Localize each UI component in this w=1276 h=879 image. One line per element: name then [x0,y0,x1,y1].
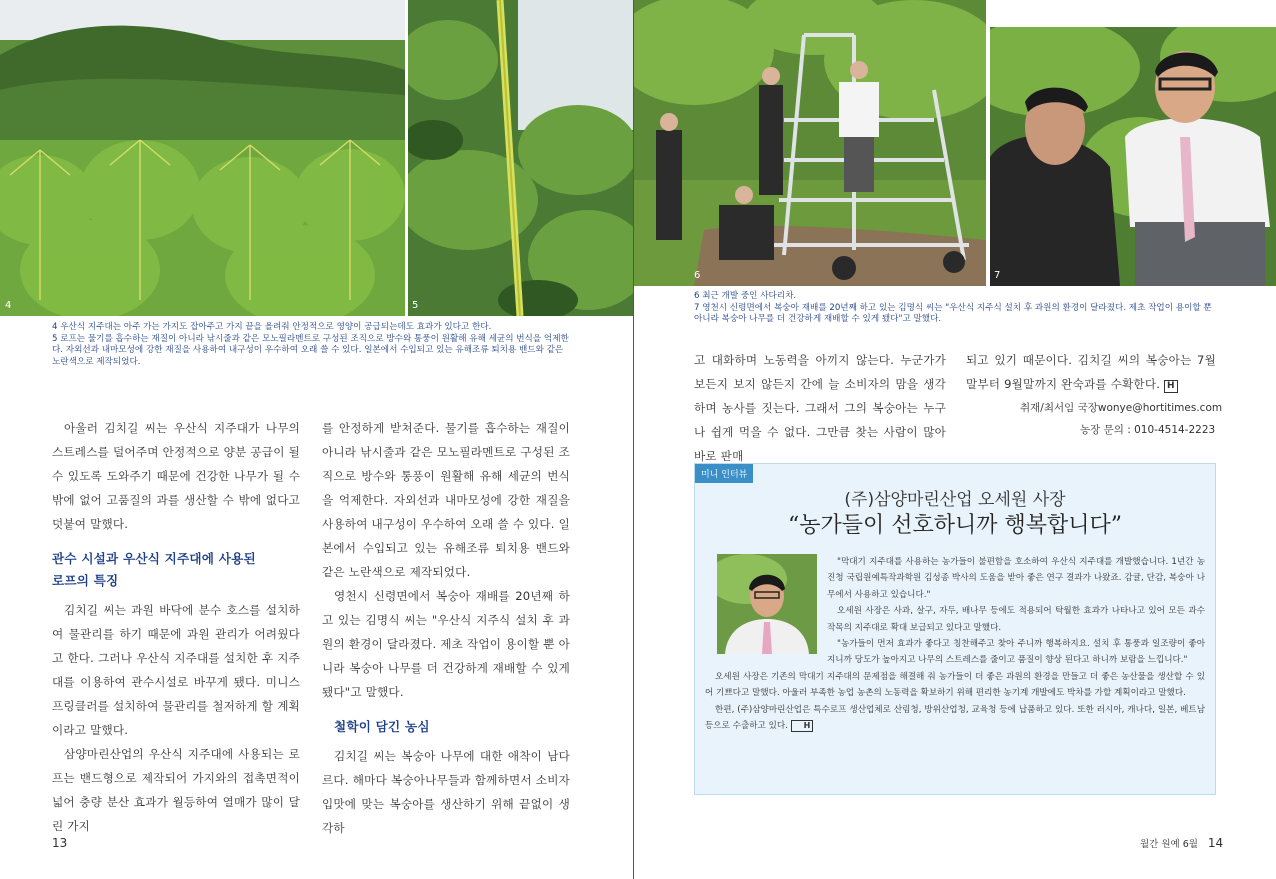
interview-quote-title: “농가들이 선호하니까 행복합니다” [787,513,1122,538]
left-column-1 [52,416,300,838]
interview-body [705,554,1205,734]
photo-ladder-vehicle [634,0,986,286]
right-col2-sentence: 되고 있기 때문이다. 김치길 씨의 복숭아는 7월말부터 9월말까지 완숙과를 수확한다. [966,353,1216,391]
caption-6: 6 최근 개발 중인 사다리차. [694,291,797,301]
photo-number-4: 4 [5,300,12,311]
mini-interview-box [694,463,1216,795]
photo-orchard-umbrella-supports [0,0,405,316]
page-number-left: 13 [52,836,68,850]
credit-reporter: 취재/최서임 국장wonye@hortitimes.com [1020,402,1223,414]
heading-philosophy: 철학이 담긴 농심 [334,719,430,734]
caption-5: 5 로프는 물기를 흡수하는 재질이 아니라 낚시줄과 같은 모노필라멘트로 구성된 조직으로 방수와 통풍이 원활해 유해 세균의 번식을 억제한다. 자외선과 내마모성에 강한 재질을 사용하여 내구성이 우수하여 오래 쓸 수 있다. 일본에서 수입되고 있는 유해조류 퇴치용 밴드와 같은 노란색으로 제작되었다. [52,333,569,367]
mini-interview-tag: 미니 인터뷰 [695,464,753,483]
credit-farm-inquiry: 농장 문의 : 010-4514-2223 [1080,424,1216,436]
col1-para3: 삼양마린산업의 우산식 지주대에 사용되는 로프는 밴드형으로 제작되어 가지와의 접촉면적이 넓어 충량 분산 효과가 월등하여 열매가 많이 달린 가지 [52,747,300,833]
caption-7: 7 영천시 신령면에서 복숭아 재배를 20년째 하고 있는 김명식 씨는 "우산식 지주식 설치 후 과원의 환경이 달라졌다. 제초 작업이 용이할 뿐 아니라 복숭아 나무를 더 건강하게 재배할 수 있게 됐다"고 말했다. [694,302,1212,324]
left-photo-captions [52,322,574,368]
heading-irrigation [52,548,300,592]
magazine-issue: 월간 원예 6월 [1140,839,1198,850]
interview-para5-text: 한편, (주)삼양마린산업은 특수로프 생산업체로 산림청, 방위산업청, 교육청 등에 납품하고 있다. 또한 러시아, 캐나다, 일본, 베트남 등으로 수출하고 있다. [705,704,1206,732]
col1-para2: 김치길 씨는 과원 바닥에 분수 호스를 설치하여 물관리를 하기 때문에 과원 관리가 어려웠다고 한다. 그러나 우산식 지주대를 설치한 후 지주대를 이용하여 관수시설로 바꾸게 됐다. 미니스프링클러를 설치하여 물관리를 철저하게 할 계획이라고 말했다. [52,603,300,737]
photo-interview-two-men [990,27,1276,286]
right-column-2 [966,348,1216,396]
left-column-2 [322,416,570,840]
photo-number-5: 5 [412,300,419,311]
heading-irrigation-line1: 관수 시설과 우산식 지주대에 사용된 [52,551,256,566]
interview-portrait [717,554,817,654]
col1-para1: 아울러 김치길 씨는 우산식 지주대가 나무의 스트레스를 덜어주며 안정적으로 양분 공급이 될 수 있도록 도와주기 때문에 건강한 나무가 될 수 밖에 없어 고품질의 과를 생산할 수 밖에 없다고 덧붙여 말했다. [52,421,300,531]
col2-para1: 를 안정하게 받쳐준다. 물기를 흡수하는 재질이 아니라 낚시줄과 같은 모노필라멘트로 구성된 조직으로 방수와 통풍이 원활해 유해 세균의 번식을 억제한다. 자외선과 내마모성에 강한 재질을 사용하여 내구성이 우수하여 오래 쓸 수 있다. 일본에서 수입되고 있는 유해조류 퇴치용 밴드와 같은 노란색으로 제작되었다. [322,421,570,579]
photo-yellow-rope-closeup [408,0,633,316]
photo-number-6: 6 [694,270,701,281]
right-col1-text: 고 대화하며 노동력을 아끼지 않는다. 누군가가 보든지 보지 않든지 간에 늘 소비자의 맘을 생각하며 농사를 짓는다. 그래서 그의 복숭아는 누구나 쉽게 먹을 수 없다. 그만큼 찾는 사람이 많아 바로 판매 [694,353,946,463]
caption-4: 4 우산식 지주대는 아주 가는 가지도 잡아주고 가지 끝을 올려줘 안정적으로 영양이 공급되는데도 효과가 있다고 한다. [52,322,492,332]
heading-irrigation-line2: 로프의 특징 [52,573,119,588]
page-number-right: 14 [1207,836,1224,850]
photo-number-7: 7 [994,270,1001,281]
interview-company-title: (주)삼양마린산업 오세원 사장 [844,490,1066,510]
col2-para3: 김치길 씨는 복숭아 나무에 대한 애착이 남다르다. 해마다 복숭아나무들과 함께하면서 소비자 입맛에 맞는 복숭아를 생산하기 위해 끝없이 생각하 [322,749,570,835]
end-mark-icon: H [1164,380,1178,393]
right-column-1 [694,348,946,468]
interview-para1: "막대기 지주대를 사용하는 농가들이 불편함을 호소하여 우산식 지주대를 개발했습니다. 1년간 농진청 국립원예특작과학원 김성종 박사의 도움을 받아 좋은 연구 결과가 나왔죠. 감귤, 단감, 복숭아 나무에서 사용하고 있습니다." [827,557,1205,600]
right-col2-text [966,348,1216,396]
interview-para4: 오세원 사장은 기존의 막대기 지주대의 문제점을 해결해 줘 농가들이 더 좋은 과원의 환경을 만들고 더 좋은 농산물을 생산할 수 있어 기쁘다고 말했다. 아울러 부족한 농업 농촌의 노동력을 확보하기 위해 편리한 농기계 개발에도 박차를 가할 계획이라고 말했다. [705,671,1205,699]
interview-para2: 오세원 사장은 사과, 살구, 자두, 배나무 등에도 적용되어 탁월한 효과가 나타나고 있어 모든 과수 작목의 지주대로 확대 보급되고 있다고 말했다. [827,606,1205,633]
col2-para2: 영천시 신령면에서 복숭아 재배를 20년째 하고 있는 김명식 씨는 "우산식 지주식 설치 후 과원의 환경이 달라졌다. 제초 작업이 용이할 뿐 아니라 복숭아 나무를 더 건강하게 재배할 수 있게 됐다"고 말했다. [322,589,570,699]
page-footer-right [1140,836,1223,850]
interview-para5 [705,702,1205,735]
interview-end-mark-icon: H [791,720,814,732]
right-photo-captions [694,291,1218,326]
interview-para3: "농가들이 먼저 효과가 좋다고 칭찬해주고 찾아 주니까 행복하지요. 설치 후 통풍과 일조량이 좋아지니까 당도가 높아지고 나무의 스트레스를 줄이고 품질이 향상 된다고 하니까 보람을 느낍니다." [827,639,1205,666]
